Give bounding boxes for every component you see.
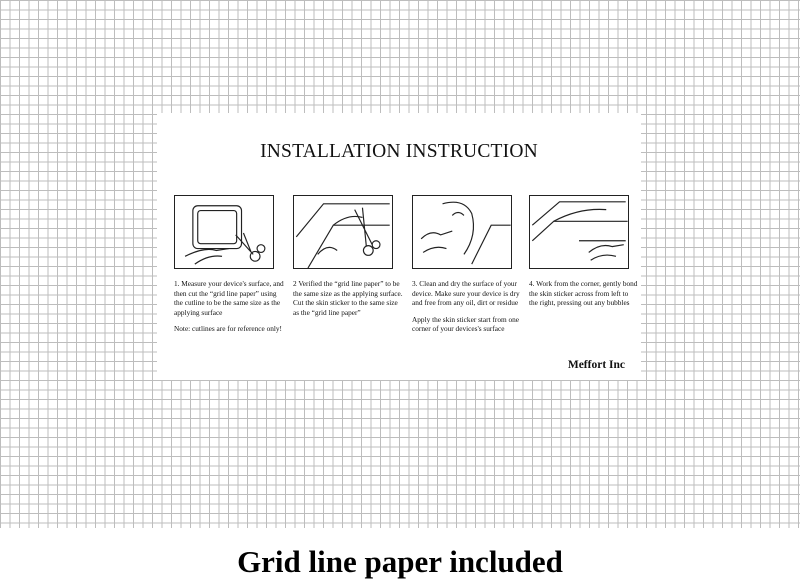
step-4-instruction: 4. Work from the corner, gently bond the skin sticker across from left to the right, pressing out any bubbles bbox=[529, 279, 638, 308]
grid-paper-caption: Grid line paper included bbox=[237, 544, 563, 579]
step-2-text bbox=[293, 279, 403, 324]
step-1-text bbox=[174, 279, 284, 341]
clean-surface-illustration bbox=[412, 195, 512, 269]
step-4-text bbox=[529, 279, 639, 315]
step-1-instruction: 1. Measure your device's surface, and then cut the “grid line paper” using the cutline to be the same size as the applying surface bbox=[174, 279, 284, 317]
verify-cut-illustration bbox=[293, 195, 393, 269]
apply-sticker-illustration bbox=[529, 195, 629, 269]
instruction-title: INSTALLATION INSTRUCTION bbox=[260, 141, 538, 162]
measure-cut-illustration bbox=[174, 195, 274, 269]
instruction-card bbox=[157, 113, 641, 380]
step-2-instruction: 2 Verified the “grid line paper” to be the same size as the applying surface. Cut the skin sticker to the same size as the “grid line paper” bbox=[293, 279, 403, 317]
step-3-apply: Apply the skin sticker start from one corner of your devices's surface bbox=[412, 314, 519, 334]
brand-name: Meffort Inc bbox=[567, 359, 625, 371]
step-1-note: Note: cutlines are for reference only! bbox=[174, 324, 282, 334]
step-3-instruction: 3. Clean and dry the surface of your device. Make sure your device is dry and free from any oil, dirt or residue bbox=[412, 279, 520, 308]
step-3-text bbox=[412, 279, 522, 341]
